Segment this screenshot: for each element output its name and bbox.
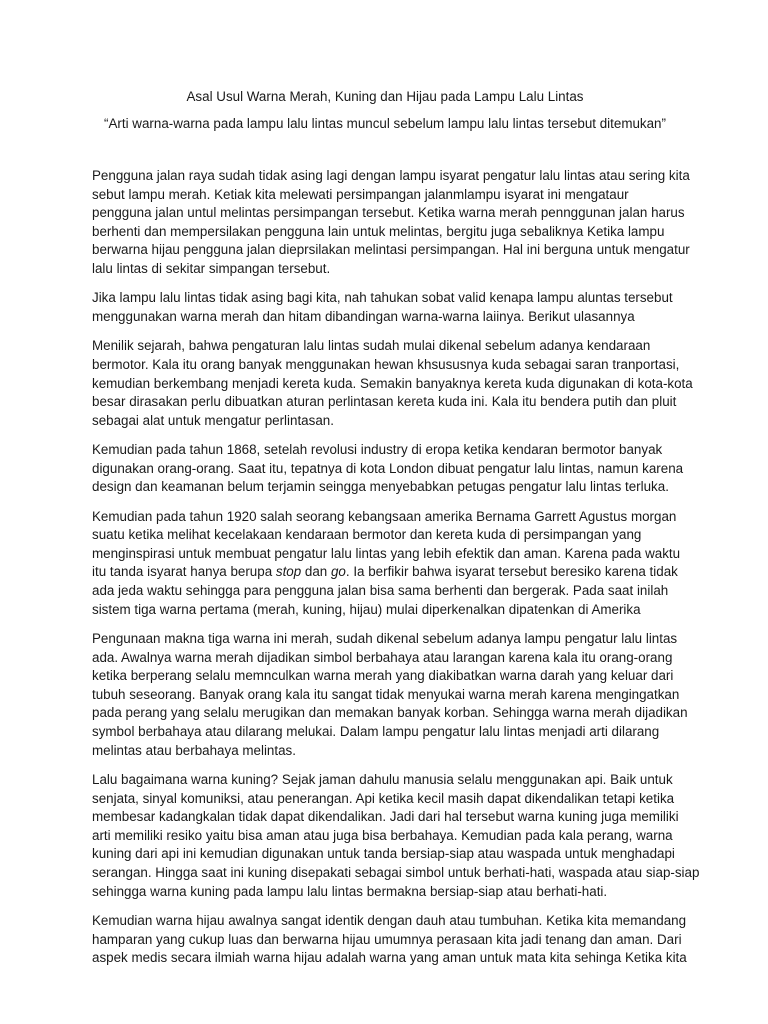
paragraph-line: menggunakan warna merah dan hitam dibandingan warna-warna laiinya. Berikut ulasannya — [92, 308, 635, 324]
paragraph-line: ada jeda waktu sehingga para pengguna jalan bisa sama berhenti dan bergerak. Pada saat inilah — [92, 583, 669, 599]
paragraph-line: berhenti dan mempersilakan pengguna lain untuk melintas, bergitu juga sebaliknya Ketika lampu — [92, 223, 665, 239]
paragraph-line: aspek medis secara ilmiah warna hijau adalah warna yang aman untuk mata kita sehinga Ketika kita — [92, 950, 687, 966]
paragraph-line: digunakan orang-orang. Saat itu, tepatnya di kota London dibuat pengatur lalu lintas, namun karena — [92, 460, 684, 476]
paragraph — [92, 167, 690, 279]
paragraph-line: menginspirasi untuk membuat pengatur lalu lintas yang lebih efektik dan aman. Karena pada waktu — [92, 545, 681, 561]
paragraph-line — [92, 563, 678, 582]
paragraph-line: Kemudian pada tahun 1868, setelah revolusi industry di eropa ketika kendaran bermotor banyak — [92, 442, 663, 458]
paragraph — [92, 337, 693, 430]
paragraph-line: besar dirasakan perlu dibuatkan aturan perlintasan kereta kuda ini. Kala itu bendera putih dan pluit — [92, 394, 677, 410]
paragraph-line: symbol berbahaya atau dilarang melukai. Dalam lampu pengatur lalu lintas menjadi arti dilarang — [92, 724, 660, 740]
paragraph-line: sistem tiga warna pertama (merah, kuning, hijau) mulai diperkenalkan dipatenkan di Amerika — [92, 601, 641, 617]
emphasis-text: stop — [275, 564, 302, 580]
paragraph-line: senjata, sinyal komuniksi, atau penerangan. Api ketika kecil masih dapat dikendalikan tetapi ketika — [92, 790, 675, 806]
paragraph — [92, 771, 700, 901]
paragraph — [92, 289, 678, 326]
document-page — [92, 88, 700, 979]
paragraph-line: pada perang yang selalu merugikan dan memakan banyak korban. Sehingga warna merah dijadikan — [92, 705, 688, 721]
line-segment: . Ia berfikir bahwa isyarat tersebut beresiko karena tidak — [345, 564, 678, 580]
paragraph-line: kemudian berkembang menjadi kereta kuda. Semakin banyaknya kereta kuda digunakan di kota-kota — [92, 375, 693, 391]
paragraph — [92, 630, 688, 760]
paragraph-line: Kemudian pada tahun 1920 salah seorang kebangsaan amerika Bernama Garrett Agustus morgan — [92, 508, 677, 524]
paragraph-line: design dan keamanan belum terjamin seingga menyebabkan petugas pengatur lalu lintas terluka. — [92, 479, 669, 495]
paragraph-line: hamparan yang cukup luas dan berwarna hijau umumnya perasaan kita jadi tenang dan aman. Dari — [92, 931, 682, 947]
paragraph-line: sehingga warna kuning pada lampu lalu lintas bermakna bersiap-siap atau berhati-hati. — [92, 883, 608, 899]
paragraph-line: berwarna hijau pengguna jalan dieprsilakan melintasi persimpangan. Hal ini berguna untuk mengatur — [92, 242, 690, 258]
document-title: Asal Usul Warna Merah, Kuning dan Hijau pada Lampu Lalu Lintas — [186, 89, 584, 104]
paragraph-line: melintas atau berbahaya melintas. — [92, 742, 296, 758]
paragraph-line: Jika lampu lalu lintas tidak asing bagi kita, nah tahukan sobat valid kenapa lampu aluntas tersebut — [92, 290, 673, 306]
paragraph-line: sebagai alat untuk mengatur perlintasan. — [92, 412, 334, 428]
paragraph-line: Pengunaan makna tiga warna ini merah, sudah dikenal sebelum adanya lampu pengatur lalu lintas — [92, 631, 678, 647]
paragraph-line: pengguna jalan untul melintas persimpangan tersebut. Ketika warna merah pennggunan jalan harus — [92, 205, 685, 221]
paragraph-line: membesar kadangkalan tidak dapat dikendalikan. Jadi dari hal tersebut warna kuning juga memiliki — [92, 809, 679, 825]
document-subtitle: “Arti warna-warna pada lampu lalu lintas muncul sebelum lampu lalu lintas tersebut ditemukan” — [104, 116, 666, 131]
paragraph — [92, 912, 687, 968]
paragraph-line: suatu ketika melihat kecelakaan kendaraan bermotor dan kereta kuda di persimpangan yang — [92, 527, 642, 543]
document-body — [92, 167, 700, 968]
paragraph-line: Kemudian warna hijau awalnya sangat identik dengan dauh atau tumbuhan. Ketika kita memandang — [92, 912, 687, 928]
paragraph — [92, 508, 681, 620]
paragraph-line: sebut lampu merah. Ketiak kita melewati persimpangan jalanmlampu isyarat ini mengataur — [92, 186, 629, 202]
paragraph-line: ketika berperang selalu memnculkan warna merah yang diakibatkan warna darah yang keluar dari — [92, 668, 674, 684]
line-segment: dan — [301, 564, 331, 580]
paragraph-line: kuning dari api ini kemudian digunakan untuk tanda bersiap-siap atau waspada untuk menghadapi — [92, 846, 675, 862]
paragraph-line: Menilik sejarah, bahwa pengaturan lalu lintas sudah mulai dikenal sebelum adanya kendaraan — [92, 338, 651, 354]
emphasis-text: go — [330, 564, 346, 580]
paragraph-line: bermotor. Kala itu orang banyak menggunakan hewan khsususnya kuda sebagai saran tranportasi, — [92, 356, 680, 372]
paragraph-line: lalu lintas di sekitar simpangan tersebut. — [92, 260, 331, 276]
paragraph-line: Pengguna jalan raya sudah tidak asing lagi dengan lampu isyarat pengatur lalu lintas atau sering kita — [92, 168, 690, 183]
paragraph-line: Lalu bagaimana warna kuning? Sejak jaman dahulu manusia selalu menggunakan api. Baik untuk — [92, 772, 673, 787]
paragraph — [92, 441, 684, 497]
paragraph-line: serangan. Hingga saat ini kuning disepakati sebagai simbol untuk berhati-hati, waspada atau siap-siap — [92, 864, 700, 880]
paragraph-line: tubuh seseorang. Banyak orang kala itu sangat tidak menyukai warna merah karena mengingatkan — [92, 686, 680, 702]
line-segment: itu tanda isyarat hanya berupa — [92, 564, 276, 580]
paragraph-line: ada. Awalnya warna merah dijadikan simbol berbahaya atau larangan karena kala itu orang-orang — [92, 649, 673, 665]
paragraph-line: arti memiliki resiko yaitu bisa aman atau juga bisa berbahaya. Kemudian pada kala perang, warna — [92, 827, 673, 843]
